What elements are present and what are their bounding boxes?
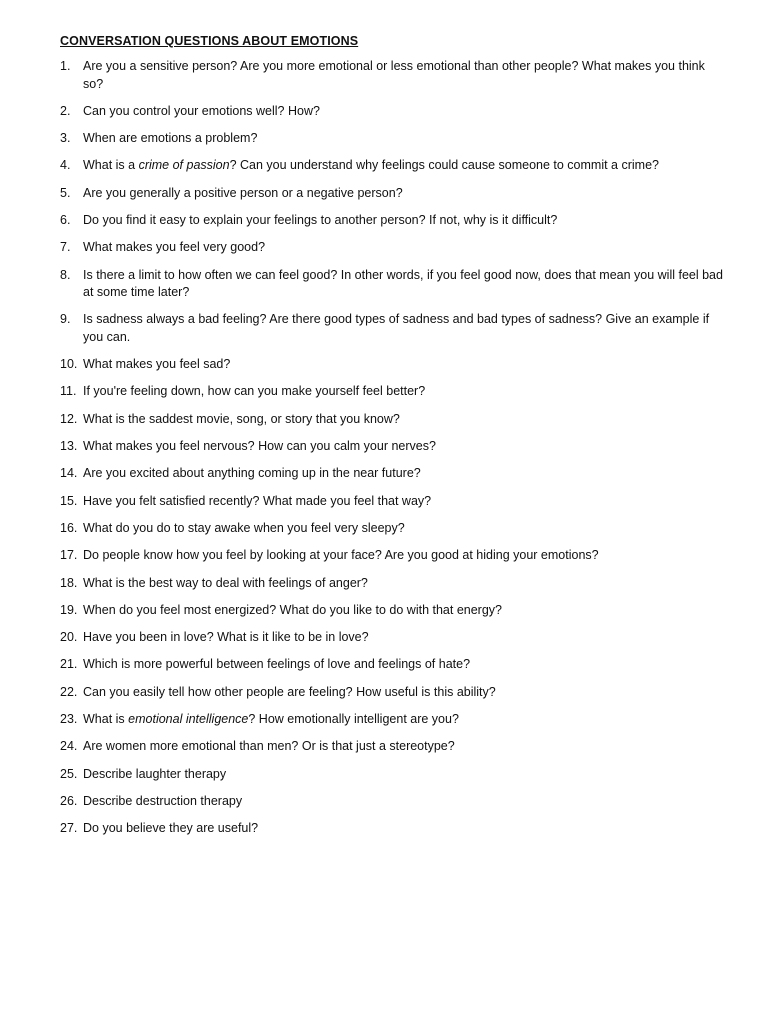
list-item (60, 212, 728, 230)
question-text: Are you excited about anything coming up in the near future? (83, 466, 421, 481)
question-number: 7. (60, 240, 71, 255)
question-number: 20. (60, 630, 78, 645)
question-number: 22. (60, 684, 78, 699)
question-text: What makes you feel sad? (83, 357, 231, 372)
list-item (60, 629, 728, 647)
question-text-after: ? Can you understand why feelings could cause someone to commit a crime? (229, 158, 659, 173)
list-item (60, 438, 728, 456)
list-item (60, 766, 728, 784)
question-text: Do you believe they are useful? (83, 821, 259, 836)
question-text-before: What is a (83, 158, 139, 173)
list-item (60, 602, 728, 620)
list-item (60, 356, 728, 374)
list-item (60, 465, 728, 483)
question-italic-term: emotional intelligence (128, 712, 249, 727)
list-item (60, 656, 728, 674)
question-number: 18. (60, 575, 78, 590)
question-text (83, 157, 728, 175)
question-text: Do you find it easy to explain your feelings to another person? If not, why is it difficult? (83, 212, 558, 227)
question-text: Have you felt satisfied recently? What made you feel that way? (83, 493, 432, 508)
question-number: 24. (60, 739, 78, 754)
question-text: What makes you feel very good? (83, 240, 266, 255)
question-text: What is the saddest movie, song, or story that you know? (83, 411, 400, 426)
question-number: 13. (60, 439, 78, 454)
list-item (60, 311, 728, 346)
question-text: Do people know how you feel by looking at your face? Are you good at hiding your emotions? (83, 548, 599, 563)
question-text: Describe laughter therapy (83, 766, 227, 781)
question-number: 2. (60, 103, 71, 118)
question-text (83, 711, 728, 729)
question-number: 26. (60, 793, 78, 808)
question-number: 11. (60, 384, 77, 399)
list-item (60, 684, 728, 702)
question-text: Can you control your emotions well? How? (83, 103, 320, 118)
question-number: 17. (60, 548, 78, 563)
list-item (60, 383, 728, 401)
question-number: 5. (60, 185, 71, 200)
list-item (60, 130, 728, 148)
document-page (60, 34, 728, 848)
list-item (60, 793, 728, 811)
question-number: 25. (60, 766, 78, 781)
question-text: What do you do to stay awake when you feel very sleepy? (83, 520, 405, 535)
question-text: Describe destruction therapy (83, 793, 243, 808)
question-number: 8. (60, 267, 71, 282)
list-item (60, 575, 728, 593)
list-item (60, 103, 728, 121)
question-number: 4. (60, 158, 71, 173)
question-text: Are you a sensitive person? Are you more emotional or less emotional than other people? What makes you think so? (83, 59, 705, 91)
question-number: 3. (60, 131, 71, 146)
question-text: When are emotions a problem? (83, 131, 258, 146)
question-number: 23. (60, 712, 78, 727)
list-item (60, 411, 728, 429)
list-item (60, 157, 728, 175)
question-number: 15. (60, 493, 78, 508)
question-text: What makes you feel nervous? How can you calm your nerves? (83, 439, 436, 454)
list-item (60, 520, 728, 538)
list-item (60, 547, 728, 565)
question-number: 10. (60, 357, 78, 372)
list-item (60, 58, 728, 93)
question-list (60, 58, 728, 838)
question-number: 6. (60, 212, 71, 227)
list-item (60, 738, 728, 756)
question-text-after: ? How emotionally intelligent are you? (248, 712, 459, 727)
question-text: Is there a limit to how often we can feel good? In other words, if you feel good now, does that mean you will feel bad at some time later? (83, 267, 723, 300)
question-text: Can you easily tell how other people are feeling? How useful is this ability? (83, 684, 496, 699)
question-text-before: What is (83, 712, 129, 727)
list-item (60, 267, 728, 302)
question-text: Are you generally a positive person or a negative person? (83, 185, 403, 200)
question-italic-term: crime of passion (138, 158, 230, 173)
document-title: CONVERSATION QUESTIONS ABOUT EMOTIONS (60, 34, 359, 48)
list-item (60, 711, 728, 729)
question-text: Have you been in love? What is it like to be in love? (83, 630, 369, 645)
question-number: 14. (60, 466, 78, 481)
question-text: Are women more emotional than men? Or is that just a stereotype? (83, 739, 455, 754)
list-item (60, 493, 728, 511)
question-text: If you're feeling down, how can you make yourself feel better? (83, 384, 426, 399)
question-text: When do you feel most energized? What do you like to do with that energy? (83, 602, 502, 617)
question-text: What is the best way to deal with feelings of anger? (83, 575, 368, 590)
question-text: Is sadness always a bad feeling? Are there good types of sadness and bad types of sadness? Give an example if you can. (83, 312, 710, 344)
list-item (60, 820, 728, 838)
question-number: 16. (60, 520, 78, 535)
question-number: 9. (60, 312, 71, 327)
question-number: 1. (60, 59, 71, 73)
question-number: 19. (60, 602, 78, 617)
question-number: 12. (60, 411, 78, 426)
list-item (60, 185, 728, 203)
question-number: 21. (60, 657, 78, 672)
question-text: Which is more powerful between feelings of love and feelings of hate? (83, 657, 471, 672)
question-number: 27. (60, 821, 78, 836)
list-item (60, 239, 728, 257)
